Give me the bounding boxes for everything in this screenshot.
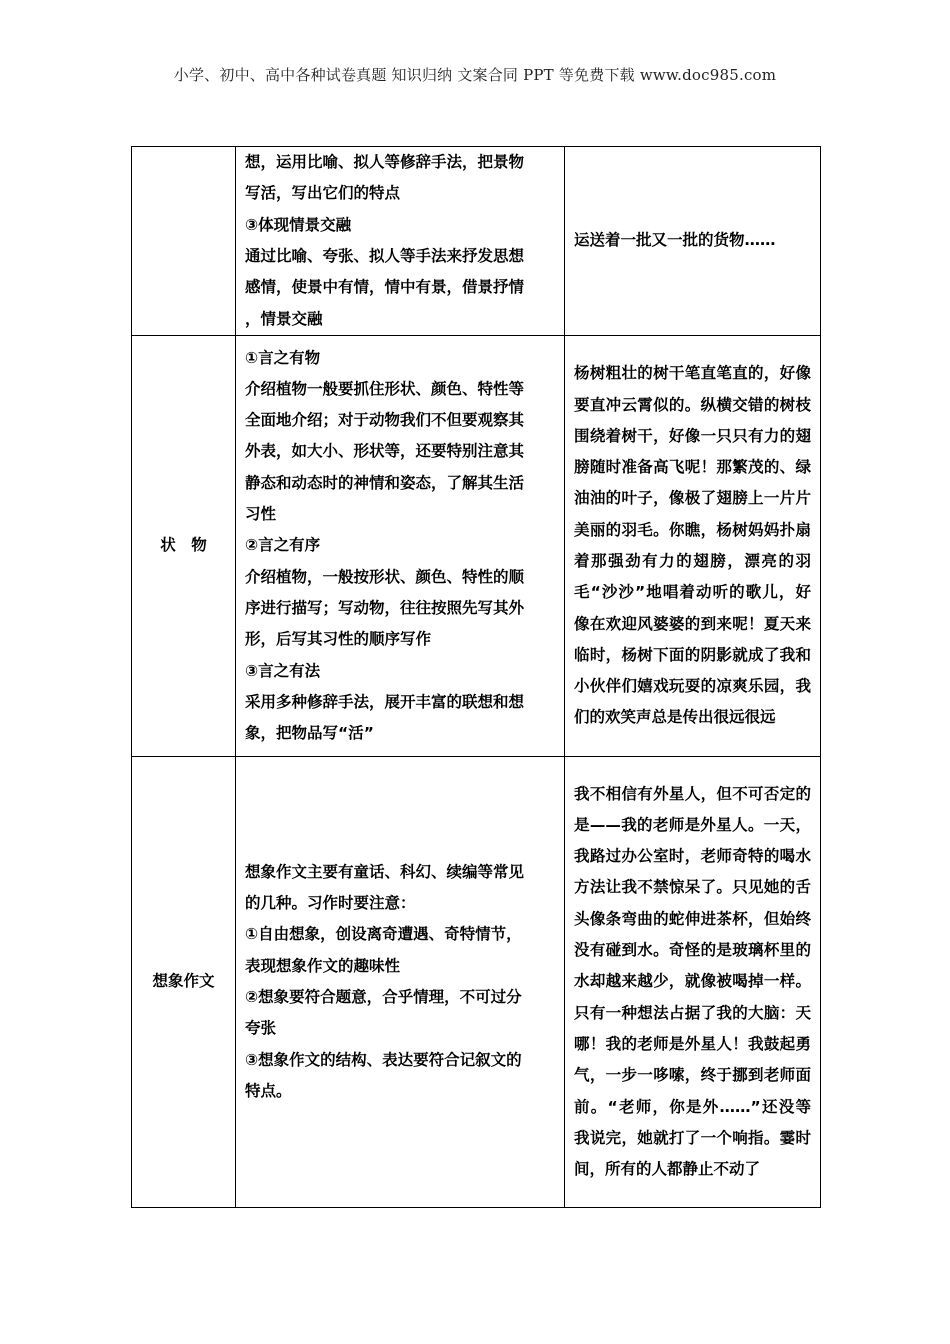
method-line: ，情景交融 xyxy=(245,309,323,328)
type-cell xyxy=(132,147,236,336)
type-cell: 想象作文 xyxy=(132,757,236,1208)
method-line: ②言之有序 xyxy=(245,536,321,555)
method-line: ③想象作文的结构、表达要符合记叙文的 xyxy=(245,1050,522,1069)
example-text: 我不相信有外星人，但不可否定的是——我的老师是外星人。一天，我路过办公室时，老师奇特的喝水方法让我不禁惊呆了。只见她的舌头像条弯曲的蛇伸进茶杯，但始终没有碰到水。奇怪的是玻璃杯里的水却越来越少，就像被喝掉一样。只有一种想法占据了我的大脑：天哪！我的老师是外星人！我鼓起勇气，一步一哆嗦，终于挪到老师面前。“老师，你是外……”还没等我说完，她就打了一个响指。霎时间，所有的人都静止不动了 xyxy=(574,784,811,1179)
method-line: ①言之有物 xyxy=(245,348,321,367)
method-line: 介绍植物，一般按形状、颜色、特性的顺 xyxy=(245,567,525,586)
method-line: 象，把物品写“活” xyxy=(245,724,374,743)
method-line: 写活，写出它们的特点 xyxy=(245,184,401,203)
method-line: 采用多种修辞手法，展开丰富的联想和想 xyxy=(245,692,525,711)
method-line: ②想象要符合题意，合乎情理，不可过分 xyxy=(245,988,522,1006)
method-line: 的几种。习作时要注意： xyxy=(245,894,416,913)
table-row xyxy=(132,147,821,336)
method-line: 全面地介绍；对于动物我们不但要观察其 xyxy=(245,411,525,430)
method-line: ③言之有法 xyxy=(245,661,321,680)
example-text: 运送着一批又一批的货物…… xyxy=(574,231,776,250)
method-line: 静态和动态时的神情和姿态，了解其生活 xyxy=(245,473,525,492)
method-line: 表现想象作文的趣味性 xyxy=(245,956,401,975)
method-line: 感情，使景中有情，情中有景，借景抒情 xyxy=(245,278,525,297)
method-cell xyxy=(236,147,565,336)
example-text: 杨树粗壮的树干笔直笔直的，好像要直冲云霄似的。纵横交错的树枝围绕着树干，好像一只只有力的翅膀随时准备高飞呢！那繁茂的、绿油油的叶子，像极了翅膀上一片片美丽的羽毛。你瞧，杨树妈妈扑扇着那强劲有力的翅膀，漂亮的羽毛“沙沙”地唱着动听的歌儿，好像在欢迎风婆婆的到来呢！夏天来临时，杨树下面的阴影就成了我和小伙伴们嬉戏玩耍的凉爽乐园，我们的欢笑声总是传出很远很远 xyxy=(574,364,811,727)
method-line: ①自由想象，创设离奇遭遇、奇特情节， xyxy=(245,925,522,944)
table-row xyxy=(132,757,821,1208)
method-line: 外表，如大小、形状等，还要特别注意其 xyxy=(245,442,525,461)
method-line: 通过比喻、夸张、拟人等手法来抒发思想 xyxy=(245,247,525,265)
method-line: 夸张 xyxy=(245,1019,277,1038)
example-cell xyxy=(565,147,821,336)
example-cell xyxy=(565,336,821,757)
method-cell xyxy=(236,757,565,1208)
page-header: 小学、初中、高中各种试卷真题 知识归纳 文案合同 PPT 等免费下载 www.doc985.com xyxy=(173,66,777,84)
method-line: 序进行描写；写动物，往往按照先写其外 xyxy=(245,598,525,617)
method-line: 形，后写其习性的顺序写作 xyxy=(245,630,432,649)
method-line: 特点。 xyxy=(245,1081,292,1100)
method-line: 习性 xyxy=(245,505,277,524)
method-line: 想象作文主要有童话、科幻、续编等常见 xyxy=(245,862,525,881)
table-row xyxy=(132,336,821,757)
content-table xyxy=(131,146,821,1208)
method-line: ③体现情景交融 xyxy=(245,215,352,234)
type-cell: 状 物 xyxy=(132,336,236,757)
method-cell xyxy=(236,336,565,757)
example-cell xyxy=(565,757,821,1208)
method-line: 想，运用比喻、拟人等修辞手法，把景物 xyxy=(245,153,525,172)
method-line: 介绍植物一般要抓住形状、颜色、特性等 xyxy=(245,379,525,398)
